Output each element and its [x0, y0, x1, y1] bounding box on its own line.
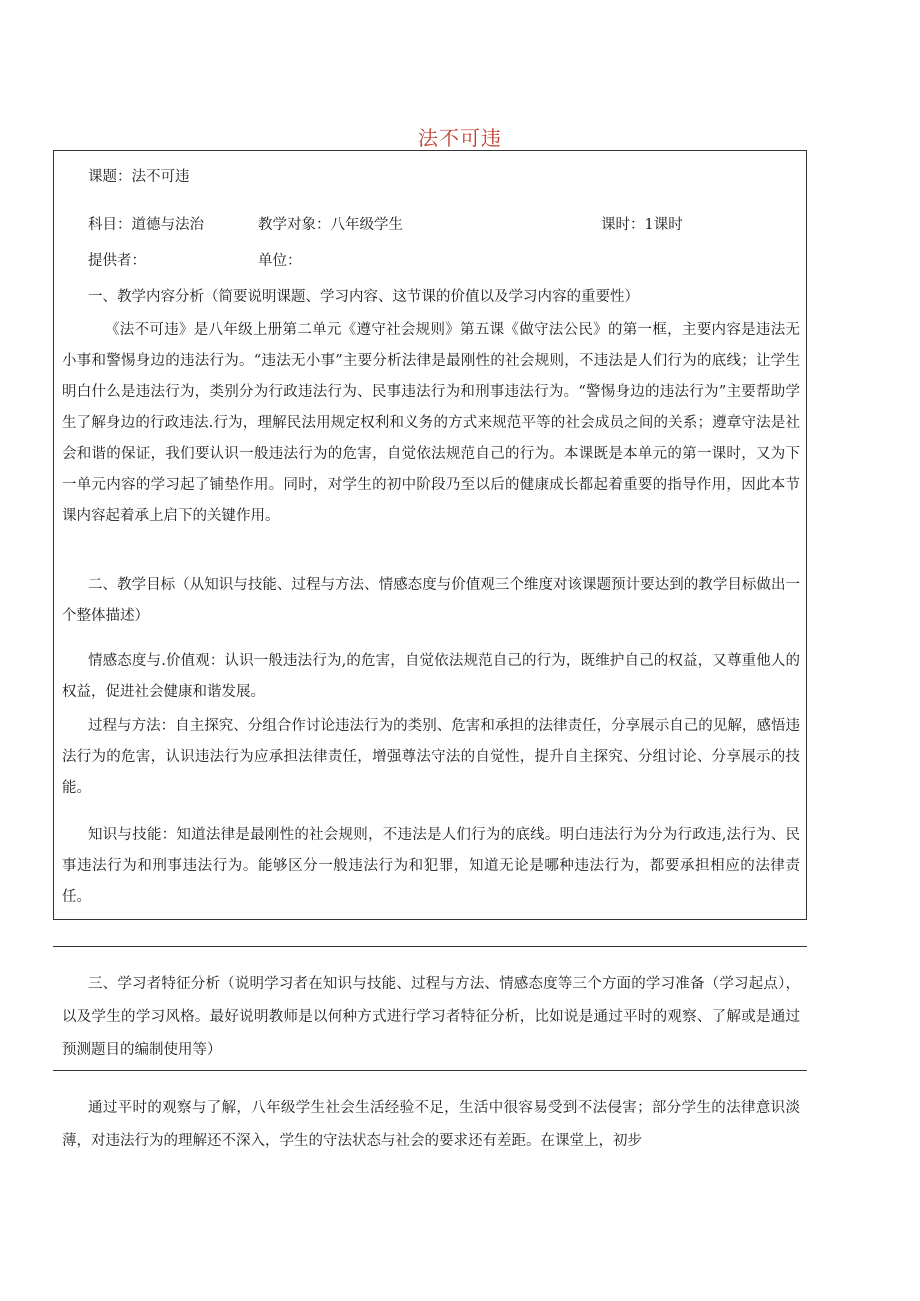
goal-emotion: 情感态度与.价值观：认识一般违法行为,的危害，自觉依法规范自己的行为，既维护自己的权益，又尊重他人的权益，促进社会健康和谐发展。 [62, 653, 800, 700]
section2-heading: 二、教学目标（从知识与技能、过程与方法、情感态度与价值观三个维度对该课题预计要达到的教学目标做出一个整体描述） [62, 577, 800, 624]
provider-field: 提供者： [88, 253, 146, 269]
document-title: 法不可违 [418, 126, 502, 150]
goal-knowledge: 知识与技能：知道法律是最刚性的社会规则，不违法是人们行为的底线。明白违法行为分为行政违,法行为、民事违法行为和刑事违法行为。能够区分一般违法行为和犯罪，知道无论是哪种违法行为，都要承担相应的法律责任。 [62, 827, 800, 905]
section3-heading: 三、学习者特征分析（说明学习者在知识与技能、过程与方法、情感态度等三个方面的学习准备（学习起点），以及学生的学习风格。最好说明教师是以何种方式进行学习者特征分析，比如说是通过平时的观察、了解或是通过预测题目的编制使用等） [62, 976, 800, 1058]
goal-process: 过程与方法：自主探究、分组合作讨论违法行为的类别、危害和承担的法律责任，分享展示自己的见解，感悟违法行为的危害，认识违法行为应承担法律责任，增强尊法守法的自觉性，提升自主探究、分组讨论、分享展示的技能。 [62, 718, 800, 796]
section1-heading: 一、教学内容分析（简要说明课题、学习内容、这节课的价值以及学习内容的重要性） [88, 289, 639, 305]
hours-field: 课时：1课时 [601, 217, 683, 233]
unit-field: 单位： [258, 253, 302, 269]
subject-field: 科目：道德与法治 [88, 217, 204, 233]
topic-field: 课题：法不可违 [88, 169, 190, 185]
section3-bottom-rule [53, 1070, 807, 1071]
section1-body: 《法不可违》是八年级上册第二单元《遵守社会规则》第五课《做守法公民》的第一框，主要内容是违法无小事和警惕身边的违法行为。“违法无小事”主要分析法律是最刚性的社会规则，不违法是人们行为的底线；让学生明白什么是违法行为，类别分为行政违法行为、民事违法行为和刑事违法行为。“警惕身边的违法行为”主要帮助学生了解身边的行政违法.行为，理解民法用规定权利和义务的方式来规范平等的社会成员之间的关系；遵章守法是社会和谐的保证，我们要认识一般违法行为的危害，自觉依法规范自己的行为。本课既是本单元的第一课时，又为下一单元内容的学习起了铺垫作用。同时，对学生的初中阶段乃至以后的健康成长都起着重要的指导作用，因此本节课内容起着承上启下的关键作用。 [62, 322, 800, 524]
section3-body: 通过平时的观察与了解，八年级学生社会生活经验不足，生活中很容易受到不法侵害；部分学生的法律意识淡薄，对违法行为的理解还不深入，学生的守法状态与社会的要求还有差距。在课堂上，初步 [62, 1100, 800, 1149]
section3-top-rule [53, 946, 807, 947]
lesson-info-box [53, 150, 807, 920]
audience-field: 教学对象：八年级学生 [258, 217, 403, 233]
